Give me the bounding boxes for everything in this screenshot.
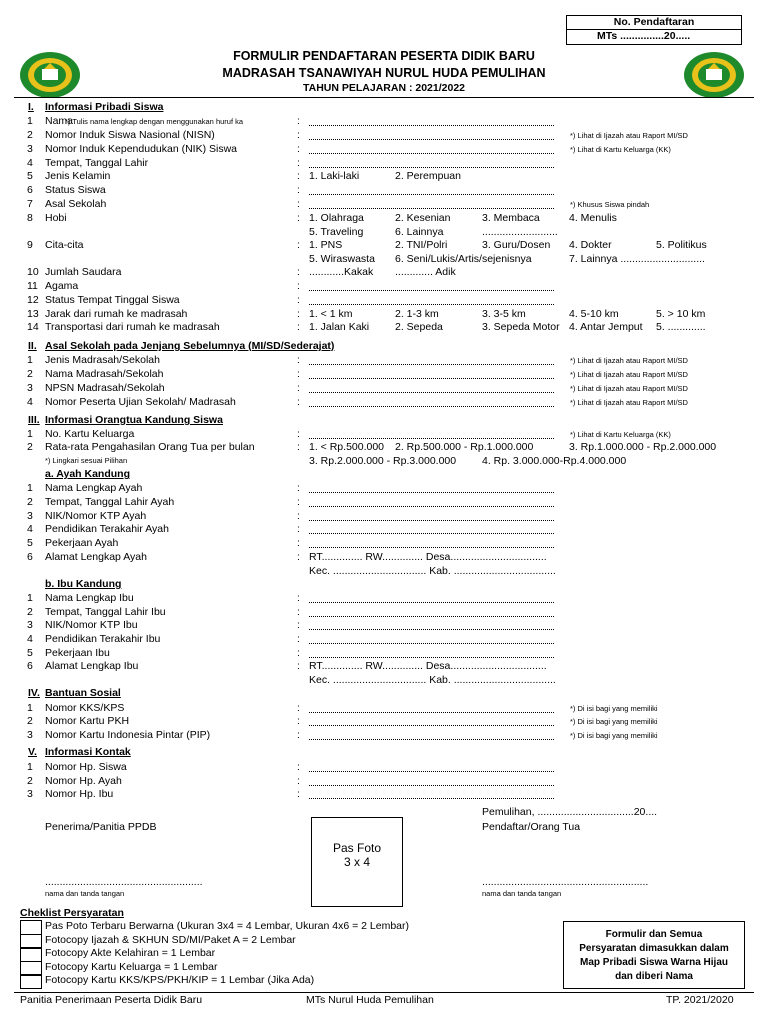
row-colon: : [297,775,300,787]
row-colon: : [297,660,300,672]
option-item: 5. > 10 km [656,308,706,320]
answer-field[interactable] [309,716,554,726]
answer-field[interactable] [309,789,554,799]
answer-field[interactable] [309,524,554,534]
row-label: Jumlah Saudara [45,266,122,278]
answer-field[interactable] [309,130,554,140]
answer-field[interactable] [309,497,554,507]
option-item: 3. Rp.1.000.000 - Rp.2.000.000 [569,441,717,453]
row-number: 1 [27,428,33,440]
row-label: Jarak dari rumah ke madrasah [45,308,188,320]
footer-left: Panitia Penerimaan Peserta Didik Baru [20,994,203,1006]
checklist-title: Cheklist Persyaratan [20,907,124,919]
option-item: ............. Adik [395,266,456,278]
option-item: 1. Olahraga [309,212,364,224]
answer-field[interactable] [309,483,554,493]
place-date: Pemulihan, .................................20.... [482,806,658,818]
row-number: 1 [27,115,33,127]
row-number: 1 [27,702,33,714]
footer-right: TP. 2021/2020 [666,994,734,1006]
checklist-item: Fotocopy Kartu KKS/KPS/PKH/KIP = 1 Lembar (Jika Ada) [45,974,315,986]
row-label: Hobi [45,212,67,224]
row-label: Jenis Kelamin [45,170,111,182]
row-note: *) Lihat di Kartu Keluarga (KK) [570,145,671,154]
row-number: 3 [27,788,33,800]
header-rule [14,97,754,98]
row-colon: : [297,761,300,773]
submission-note-line-2: Persyaratan dimasukkan dalam [579,943,729,954]
row-number: 3 [27,382,33,394]
row-colon: : [297,280,300,292]
row-colon: : [297,441,300,453]
answer-field[interactable] [309,383,554,393]
answer-field[interactable] [309,144,554,154]
checklist-item: Fotocopy Akte Kelahiran = 1 Lembar [45,947,216,959]
row-label: Nomor Kartu PKH [45,715,130,727]
option-item: 1. < Rp.500.000 [309,441,385,453]
row-number: 4 [27,157,33,169]
answer-field[interactable] [309,762,554,772]
answer-field[interactable] [309,116,554,126]
answer-field[interactable] [309,199,554,209]
row-number: 2 [27,129,33,141]
photo-size-label: 3 x 4 [343,855,370,869]
answer-field[interactable] [309,648,554,658]
option-item: 6. Seni/Lukis/Artis/sejenisnya [395,253,532,265]
footer-rule [14,992,754,993]
checklist-item: Fotocopy Ijazah & SKHUN SD/MI/Paket A = 2 Lembar [45,933,296,946]
row-label: Alamat Lengkap Ayah [45,551,147,563]
s4-number: IV. [28,687,40,699]
row-note: *) Di isi bagi yang memiliki [570,704,658,713]
row-colon: : [297,368,300,380]
checklist-checkbox[interactable] [20,974,42,989]
row-note: *) Di isi bagi yang memiliki [570,717,658,726]
address-line: RT.............. RW.............. Desa................................. [309,660,547,672]
option-item: 3. Guru/Dosen [482,239,551,251]
row-colon: : [297,198,300,210]
row-label: Nomor Hp. Siswa [45,761,127,773]
option-item: 2. Sepeda [395,321,443,333]
row-label: Status Tempat Tinggal Siswa [45,294,180,306]
row-number: 5 [27,537,33,549]
answer-field[interactable] [309,185,554,195]
income-note: *) Lingkari sesuai Pilihan [45,456,128,465]
option-item: 4. Menulis [569,212,617,224]
row-colon: : [297,115,300,127]
row-colon: : [297,184,300,196]
option-item: 5. Politikus [656,239,707,251]
row-number: 1 [27,482,33,494]
ayah-title: a. Ayah Kandung [45,468,130,480]
option-item: 2. 1-3 km [395,308,439,320]
left-role: Penerima/Panitia PPDB [45,821,157,833]
row-label: NIK/Nomor KTP Ayah [45,510,147,522]
right-role: Pendaftar/Orang Tua [482,821,581,833]
row-colon: : [297,510,300,522]
row-note: *) Lihat di Kartu Keluarga (KK) [570,430,671,439]
row-number: 4 [27,523,33,535]
answer-field[interactable] [309,620,554,630]
row-note: *) Lihat di Ijazah atau Raport MI/SD [570,356,688,365]
row-colon: : [297,715,300,727]
row-label: Tempat, Tanggal Lahir [45,157,149,169]
row-number: 14 [27,321,39,333]
s5-title: Informasi Kontak [45,746,131,758]
row-label: Nomor Induk Kependudukan (NIK) Siswa [45,143,238,155]
submission-note-line-1: Formulir dan Semua [605,929,703,940]
row-label: Nomor Hp. Ayah [45,775,122,787]
row-number: 13 [27,308,39,320]
row-number: 6 [27,551,33,563]
row-colon: : [297,382,300,394]
row-number: 3 [27,619,33,631]
row-colon: : [297,129,300,141]
answer-field[interactable] [309,730,554,740]
right-signature-line: ......................................................... [482,876,649,888]
row-colon: : [297,537,300,549]
answer-field[interactable] [309,369,554,379]
checklist-item: Fotocopy Kartu Keluarga = 1 Lembar [45,960,218,973]
row-note: *) Lihat di Ijazah atau Raport MI/SD [570,370,688,379]
row-label: Nama Lengkap Ibu [45,592,134,604]
option-item: ............Kakak [309,266,374,278]
row-number: 9 [27,239,33,251]
answer-field[interactable] [309,538,554,548]
s4-title: Bantuan Sosial [45,687,121,699]
row-label: Pendidikan Terakahir Ayah [45,523,169,535]
row-colon: : [297,633,300,645]
row-number: 3 [27,510,33,522]
answer-field[interactable] [309,158,554,168]
address-line: RT.............. RW.............. Desa................................. [309,551,547,563]
option-item: 3. 3-5 km [482,308,526,320]
row-label: Transportasi dari rumah ke madrasah [45,321,220,333]
submission-note-box [563,921,745,989]
address-line: Kec. ................................ Kab. ................................... [309,565,556,577]
s1-number: I. [28,101,34,113]
row-label: Alamat Lengkap Ibu [45,660,139,672]
row-colon: : [297,294,300,306]
row-colon: : [297,551,300,563]
row-number: 6 [27,184,33,196]
registration-number-box [566,15,742,45]
answer-field[interactable] [309,397,554,407]
row-number: 2 [27,715,33,727]
option-item: 2. Kesenian [395,212,451,224]
row-colon: : [297,606,300,618]
row-label: Nomor KKS/KPS [45,702,125,714]
row-label: Status Siswa [45,184,106,196]
row-label: Pekerjaan Ayah [45,537,119,549]
answer-field[interactable] [309,703,554,713]
row-colon: : [297,702,300,714]
row-number: 1 [27,354,33,366]
option-item: 7. Lainnya ............................. [569,253,705,265]
row-number: 4 [27,633,33,645]
s1-title: Informasi Pribadi Siswa [45,101,164,113]
row-number: 2 [27,441,33,453]
option-item: 3. Rp.2.000.000 - Rp.3.000.000 [309,455,457,467]
answer-field[interactable] [309,593,554,603]
form-title: FORMULIR PENDAFTARAN PESERTA DIDIK BARU [233,49,535,63]
row-label: Rata-rata Pengahasilan Orang Tua per bulan [45,441,255,453]
checklist-item: Pas Poto Terbaru Berwarna (Ukuran 3x4 = 4 Lembar, Ukuran 4x6 = 2 Lembar) [45,920,409,932]
row-label: No. Kartu Keluarga [45,428,135,440]
row-colon: : [297,619,300,631]
registration-value: MTs ...............20..... [597,30,691,42]
option-item: 3. Sepeda Motor [482,321,560,333]
name-note: *) Tulis nama lengkap dengan menggunakan huruf ka [65,117,244,126]
row-colon: : [297,396,300,408]
row-number: 8 [27,212,33,224]
registration-label: No. Pendaftaran [567,16,741,30]
left-signature-caption: nama dan tanda tangan [45,889,125,898]
row-number: 10 [27,266,39,278]
row-colon: : [297,592,300,604]
row-number: 3 [27,729,33,741]
row-label: Nomor Peserta Ujian Sekolah/ Madrasah [45,396,236,408]
option-item: 4. Dokter [569,239,612,251]
row-label: Cita-cita [45,239,84,251]
option-item: 1. Laki-laki [309,170,360,182]
row-colon: : [297,308,300,320]
row-label: Nomor Hp. Ibu [45,788,114,800]
answer-field[interactable] [309,281,554,291]
row-label: Nomor Induk Siswa Nasional (NISN) [45,129,215,141]
s2-number: II. [28,340,37,352]
option-item: 4. Antar Jemput [569,321,643,333]
row-number: 12 [27,294,39,306]
option-item: .......................... [482,226,558,238]
row-colon: : [297,496,300,508]
row-colon: : [297,647,300,659]
option-item: 5. ............. [656,321,706,333]
row-number: 5 [27,647,33,659]
row-note: *) Lihat di Ijazah atau Raport MI/SD [570,398,688,407]
submission-note-line-3: Map Pribadi Siswa Warna Hijau [580,957,728,968]
school-name: MADRASAH TSANAWIYAH NURUL HUDA PEMULIHAN [222,66,546,80]
option-item: 1. Jalan Kaki [309,321,370,333]
answer-field[interactable] [309,511,554,521]
row-label: NPSN Madrasah/Sekolah [45,382,165,394]
row-colon: : [297,523,300,535]
row-colon: : [297,239,300,251]
footer-center: MTs Nurul Huda Pemulihan [306,994,434,1006]
submission-note-line-4: dan diberi Nama [615,971,693,982]
right-signature-caption: nama dan tanda tangan [482,889,562,898]
row-label: Nama Lengkap Ayah [45,482,143,494]
row-number: 1 [27,761,33,773]
row-note: *) Khusus Siswa pindah [570,200,650,209]
option-item: 4. 5-10 km [569,308,619,320]
row-number: 2 [27,775,33,787]
option-item: 2. Rp.500.000 - Rp.1.000.000 [395,441,534,453]
option-item: 6. Lainnya [395,226,444,238]
photo-placeholder-box [311,817,403,907]
option-item: 2. Perempuan [395,170,461,182]
row-number: 3 [27,143,33,155]
row-number: 2 [27,368,33,380]
row-label: Tempat, Tanggal Lahir Ayah [45,496,175,508]
row-note: *) Lihat di Ijazah atau Raport MI/SD [570,384,688,393]
row-number: 7 [27,198,33,210]
option-item: 1. PNS [309,239,343,251]
row-colon: : [297,170,300,182]
row-label: NIK/Nomor KTP Ibu [45,619,138,631]
option-item: 2. TNI/Polri [395,239,448,251]
row-label: Nama [45,115,74,127]
row-colon: : [297,321,300,333]
row-label: Nama Madrasah/Sekolah [45,368,164,380]
row-colon: : [297,212,300,224]
row-colon: : [297,266,300,278]
row-number: 5 [27,170,33,182]
row-label: Tempat, Tanggal Lahir Ibu [45,606,166,618]
answer-field[interactable] [309,776,554,786]
row-note: *) Lihat di Ijazah atau Raport MI/SD [570,131,688,140]
row-colon: : [297,729,300,741]
row-label: Jenis Madrasah/Sekolah [45,354,160,366]
address-line: Kec. ................................ Kab. ................................... [309,674,556,686]
s3-title: Informasi Orangtua Kandung Siswa [45,414,223,426]
row-number: 2 [27,606,33,618]
s5-number: V. [28,746,37,758]
answer-field[interactable] [309,355,554,365]
option-item: 3. Membaca [482,212,540,224]
row-colon: : [297,482,300,494]
row-label: Agama [45,280,79,292]
academic-year: TAHUN PELAJARAN : 2021/2022 [302,82,466,94]
row-label: Nomor Kartu Indonesia Pintar (PIP) [45,729,211,741]
row-colon: : [297,157,300,169]
answer-field[interactable] [309,634,554,644]
row-label: Asal Sekolah [45,198,107,210]
left-signature-line: ...................................................... [45,876,203,888]
photo-label: Pas Foto [332,841,382,855]
answer-field[interactable] [309,607,554,617]
row-number: 1 [27,592,33,604]
option-item: 5. Wiraswasta [309,253,375,265]
option-item: 4. Rp. 3.000.000-Rp.4.000.000 [482,455,627,467]
row-colon: : [297,143,300,155]
row-number: 6 [27,660,33,672]
answer-field[interactable] [309,295,554,305]
row-number: 2 [27,496,33,508]
row-colon: : [297,788,300,800]
row-number: 4 [27,396,33,408]
row-number: 11 [27,280,38,292]
option-item: 1. < 1 km [309,308,353,320]
row-colon: : [297,354,300,366]
s2-title: Asal Sekolah pada Jenjang Sebelumnya (MI/SD/Sederajat) [45,340,335,352]
row-colon: : [297,428,300,440]
row-note: *) Di isi bagi yang memiliki [570,731,658,740]
s3-number: III. [28,414,40,426]
option-item: 5. Traveling [309,226,364,238]
answer-field[interactable] [309,429,554,439]
ibu-title: b. Ibu Kandung [45,578,122,590]
row-label: Pekerjaan Ibu [45,647,110,659]
row-label: Pendidikan Terakahir Ibu [45,633,161,645]
